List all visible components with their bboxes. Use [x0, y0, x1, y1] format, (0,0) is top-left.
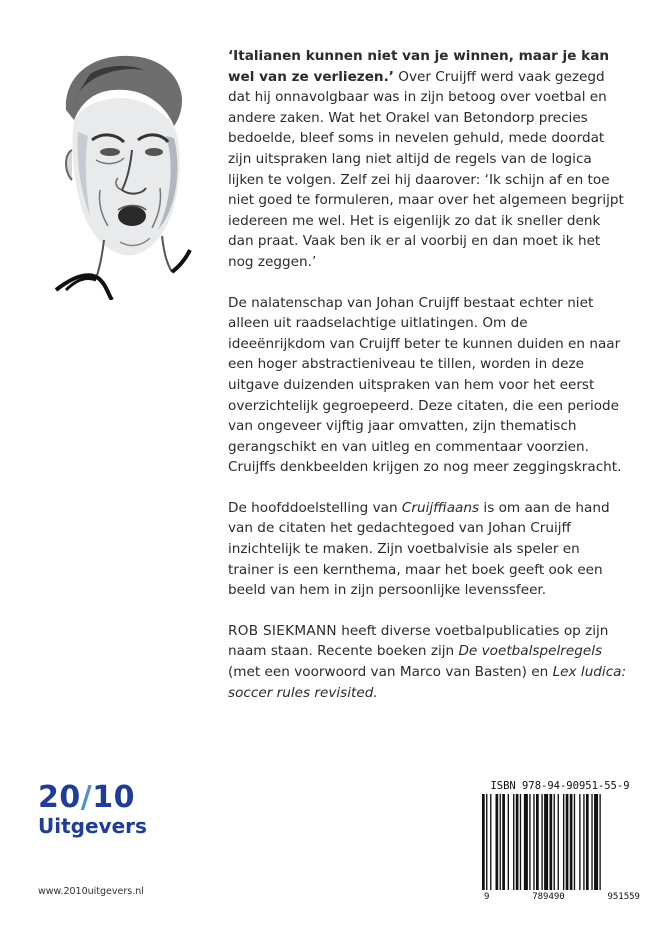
barcode-bar [541, 794, 542, 890]
legacy-paragraph: De nalatenschap van Johan Cruijff bestaat echter niet alleen uit raadselachtige uitlatingen. Om de ideeënrijkdom van Cruijff beter te kunnen duiden en naar een hoger abstractieniveau te tillen, worden in deze uitgave duizenden uitspraken van hem voor het eerst overzichtelijk gegroepeerd. Deze citaten, die een periode van ongeveer vijftig jaar omvatten, zijn thematisch gerangschikt en van uitleg en commentaar voorzien. Cruijffs denkbeelden krijgen zo nog meer zeggingskracht. [228, 294, 622, 476]
author-bio: ROB SIEKMANN heeft diverse voetbalpublicaties op zijn naam staan. Recente boeken zijn De voetbalspelregels (met een voorwoord van Marco van Basten) en Lex ludica: soccer rules revisited. [228, 622, 627, 701]
barcode-bar [591, 794, 592, 890]
barcode-bar [570, 794, 573, 890]
barcode-bar [536, 794, 539, 890]
barcode-bar [558, 794, 559, 890]
opening-quote: ‘Italianen kunnen niet van je winnen, maar je kan wel van ze verliezen.’ [228, 48, 610, 85]
intro-text: Over Cruijff werd vaak gezegd dat hij onnavolgbaar was in zijn betoog over voetbal en andere zaken. Wat het Orakel van Betondorp precies bedoelde, bleef soms in nevelen gehuld, mede doordat zijn uitspraken lang niet altijd de regels van de logica lijken te volgen. Zelf zei hij daarover: ‘Ik schijn af en toe niet goed te formuleren, maar over het algemeen begrijpt iedereen me wel. Het is eigenlijk zo dat ik sneller denk dan praat. Vaak ben ik er al voorbij en dan moet ik het nog zeggen.’ [228, 68, 624, 270]
barcode-bars [482, 794, 640, 892]
barcode-bar [554, 794, 555, 890]
barcode-bar [516, 794, 519, 890]
barcode-bar [486, 794, 487, 890]
intro-paragraph [228, 46, 628, 273]
barcode-bar [566, 794, 569, 890]
barcode-bar [563, 794, 564, 890]
barcode-bar [574, 794, 575, 890]
barcode-bar [482, 794, 485, 890]
author-name: ROB SIEKMANN [228, 622, 337, 639]
barcode-bar [496, 794, 499, 890]
logo-number: 20/10 [38, 780, 135, 815]
publisher-logo [38, 782, 147, 838]
barcode-bar [586, 794, 589, 890]
barcode-bar [524, 794, 528, 890]
author-portrait-illustration [26, 40, 202, 300]
barcode-bar [533, 794, 534, 890]
book-title: Cruijffiaans [401, 499, 480, 516]
isbn-label: ISBN 978-94-90951-55-9 [490, 780, 630, 792]
isbn-barcode [480, 780, 640, 918]
barcode-bar [599, 794, 600, 890]
book-ref-2: Lex ludica: soccer rules revisited. [228, 664, 627, 701]
barcode-bar [520, 794, 521, 890]
logo-name: Uitgevers [38, 814, 147, 838]
barcode-bar [502, 794, 505, 890]
barcode-bar [579, 794, 580, 890]
barcode-bar [550, 794, 553, 890]
publisher-website: www.2010uitgevers.nl [38, 886, 144, 897]
barcode-bar [594, 794, 598, 890]
book-ref-1: De voetbalspelregels [458, 643, 603, 660]
back-cover-text [228, 46, 628, 723]
barcode-bar [490, 794, 491, 890]
barcode-bar [513, 794, 514, 890]
barcode-bar [583, 794, 584, 890]
barcode-bar [500, 794, 501, 890]
barcode-bar [544, 794, 548, 890]
barcode-digits: 9 789490 951559 [484, 892, 640, 902]
barcode-bar [529, 794, 530, 890]
aim-paragraph: De hoofddoelstelling van Cruijffiaans is om aan de hand van de citaten het gedachtegoed van Johan Cruijff inzichtelijk te maken. Zijn voetbalvisie als speler en trainer is een kernthema, maar het boek geeft ook een beeld van hem in zijn persoonlijke levenssfeer. [228, 499, 610, 599]
barcode-bar [508, 794, 509, 890]
